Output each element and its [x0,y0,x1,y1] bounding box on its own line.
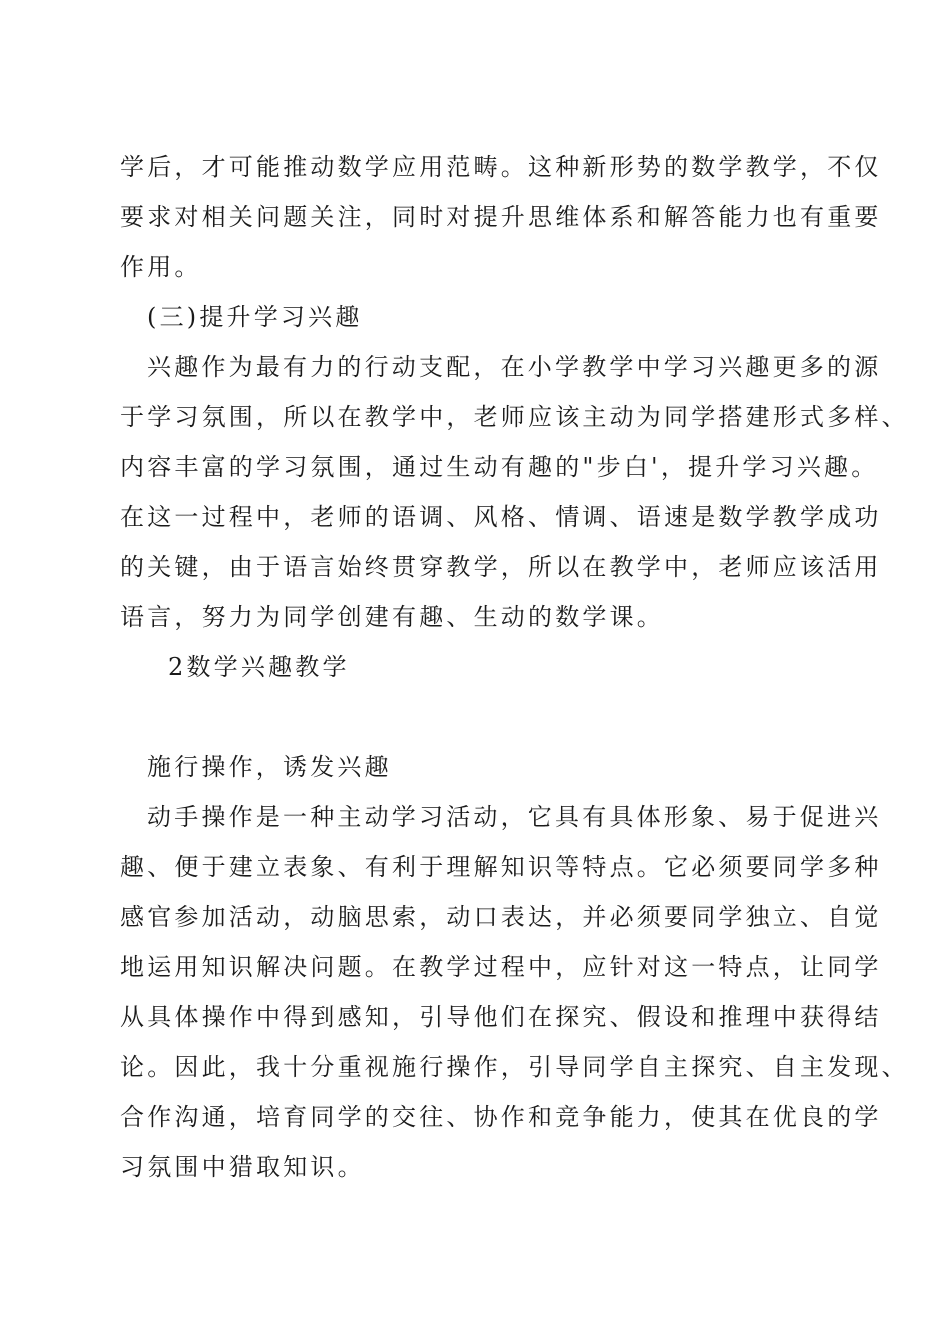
paragraph-line: 在这一过程中，老师的语调、风格、情调、语速是数学教学成功 [120,503,882,531]
paragraph-line: 动手操作是一种主动学习活动，它具有具体形象、易于促进兴 [147,803,882,831]
paragraph-line: 于学习氛围，所以在教学中，老师应该主动为同学搭建形式多样、 [120,403,909,431]
paragraph-line: 要求对相关问题关注，同时对提升思维体系和解答能力也有重要 [120,203,882,231]
section-heading: (三)提升学习兴趣 [147,303,363,331]
paragraph-line: 作用。 [120,253,202,281]
paragraph-line: 趣、便于建立表象、有利于理解知识等特点。它必须要同学多种 [120,853,882,881]
paragraph-line: 论。因此，我十分重视施行操作，引导同学自主探究、自主发现、 [120,1053,909,1081]
paragraph-line: 的关键，由于语言始终贯穿教学，所以在教学中，老师应该活用 [120,553,882,581]
paragraph-line: 兴趣作为最有力的行动支配，在小学教学中学习兴趣更多的源 [147,353,882,381]
paragraph-line: 地运用知识解决问题。在教学过程中，应针对这一特点，让同学 [120,953,882,981]
paragraph-line: 学后，才可能推动数学应用范畴。这种新形势的数学教学，不仅 [120,153,882,181]
paragraph-line: 从具体操作中得到感知，引导他们在探究、假设和推理中获得结 [120,1003,882,1031]
paragraph-line: 合作沟通，培育同学的交往、协作和竞争能力，使其在优良的学 [120,1103,882,1131]
paragraph-line: 感官参加活动，动脑思索，动口表达，并必须要同学独立、自觉 [120,903,882,931]
paragraph-line: 内容丰富的学习氛围，通过生动有趣的"步白'，提升学习兴趣。 [120,453,879,481]
paragraph-line: 习氛围中猎取知识。 [120,1153,365,1181]
paragraph-line: 语言，努力为同学创建有趣、生动的数学课。 [120,603,664,631]
subsection-heading: 施行操作，诱发兴趣 [147,753,392,781]
section-title: 2数学兴趣教学 [168,653,350,681]
